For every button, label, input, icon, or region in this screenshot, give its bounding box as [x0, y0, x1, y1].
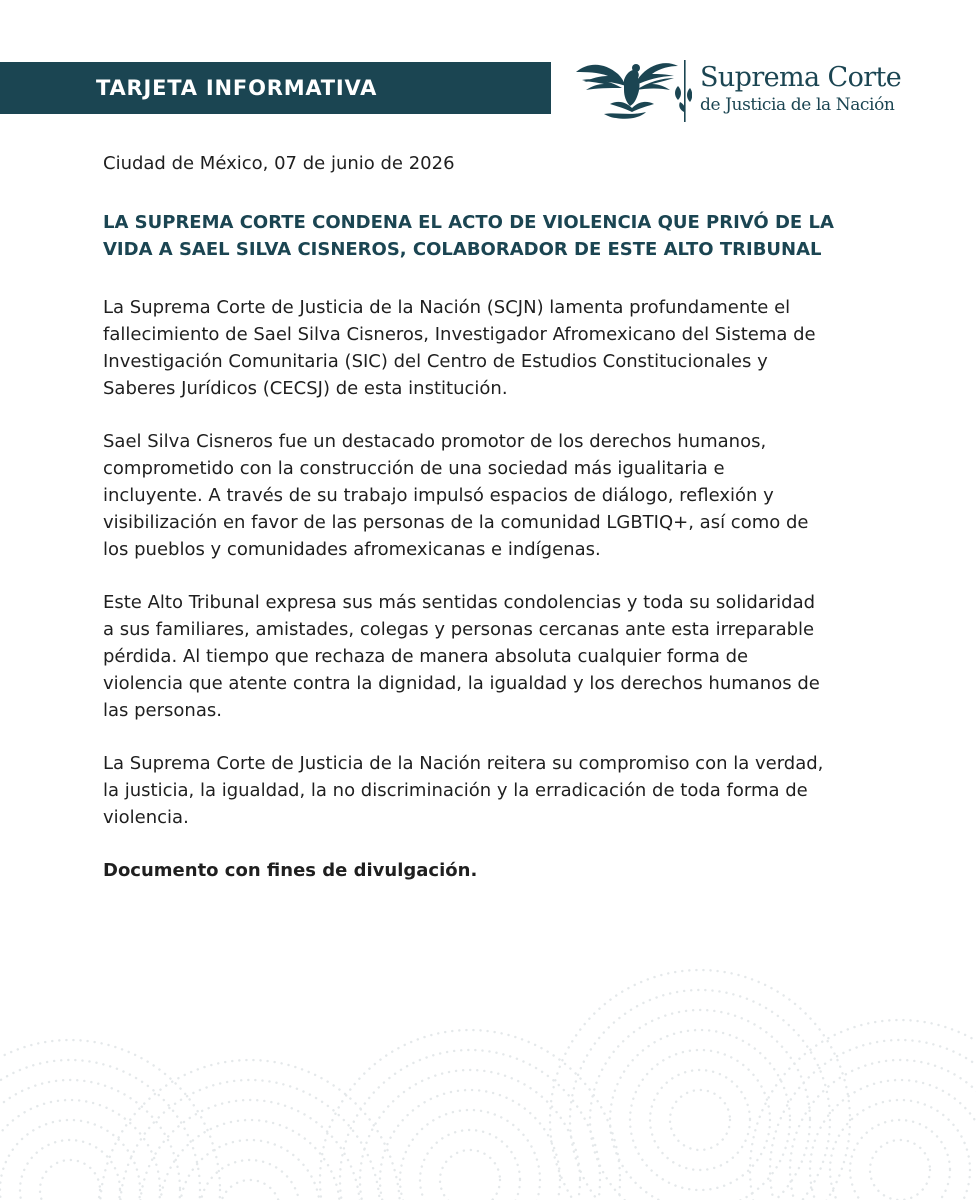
paragraph-line: incluyente. A través de su trabajo impulsó espacios de diálogo, reflexión y: [103, 485, 774, 506]
pattern-ring: [380, 1090, 560, 1200]
paragraph-2: [103, 428, 893, 563]
paragraph-line: Este Alto Tribunal expresa sus más sentidas condolencias y toda su solidaridad: [103, 592, 816, 613]
paragraph-line: violencia que atente contra la dignidad, la igualdad y los derechos humanos de: [103, 673, 820, 694]
pattern-ring: [610, 1030, 790, 1200]
banner-title: TARJETA INFORMATIVA: [96, 76, 378, 100]
pattern-ring: [670, 1090, 730, 1150]
pattern-ring: [0, 1040, 220, 1200]
paragraph-line: Investigación Comunitaria (SIC) del Centro de Estudios Constitucionales y: [103, 351, 768, 372]
headline-line: LA SUPREMA CORTE CONDENA EL ACTO DE VIOLENCIA QUE PRIVÓ DE LA: [103, 212, 834, 233]
paragraph-line: fallecimiento de Sael Silva Cisneros, Investigador Afromexicano del Sistema de: [103, 324, 816, 345]
paragraph-line: Saberes Jurídicos (CECSJ) de esta institución.: [103, 378, 508, 399]
pattern-ring: [0, 1100, 160, 1200]
document-date: Ciudad de México, 07 de junio de 2026: [103, 153, 455, 174]
logo-text: [700, 62, 901, 116]
paragraph-line: La Suprema Corte de Justicia de la Nación (SCJN) lamenta profundamente el: [103, 297, 791, 318]
pattern-ring: [850, 1120, 950, 1200]
document-headline: [103, 209, 893, 263]
paragraph-line: comprometido con la construcción de una sociedad más igualitaria e: [103, 458, 725, 479]
pattern-ring: [570, 990, 830, 1200]
scjn-logo: [574, 58, 904, 128]
pattern-ring: [0, 1060, 200, 1200]
paragraph-line: los pueblos y comunidades afromexicanas e indígenas.: [103, 539, 601, 560]
paragraph-line: a sus familiares, amistades, colegas y personas cercanas ante esta irreparable: [103, 619, 815, 640]
paragraph-1: [103, 294, 893, 402]
paragraph-line: La Suprema Corte de Justicia de la Nación reitera su compromiso con la verdad,: [103, 753, 824, 774]
pattern-ring: [220, 1180, 280, 1200]
eagle-emblem-icon: [574, 58, 692, 124]
pattern-ring: [590, 1010, 810, 1200]
pattern-ring: [420, 1130, 520, 1200]
pattern-ring: [790, 1060, 976, 1200]
pattern-ring: [550, 970, 850, 1200]
paragraph-line: la justicia, la igualdad, la no discriminación y la erradicación de toda forma de: [103, 780, 808, 801]
paragraph-line: visibilización en favor de las personas de la comunidad LGBTIQ+, así como de: [103, 512, 809, 533]
pattern-ring: [870, 1140, 930, 1200]
pattern-ring: [140, 1100, 360, 1200]
paragraph-3: [103, 589, 893, 724]
pattern-ring: [180, 1140, 320, 1200]
paragraph-line: las personas.: [103, 700, 222, 721]
paragraph-line: pérdida. Al tiempo que rechaza de manera absoluta cualquier forma de: [103, 646, 749, 667]
headline-line: VIDA A SAEL SILVA CISNEROS, COLABORADOR DE ESTE ALTO TRIBUNAL: [103, 239, 822, 260]
paragraph-line: Sael Silva Cisneros fue un destacado promotor de los derechos humanos,: [103, 431, 767, 452]
header-banner: [0, 62, 551, 114]
paragraph-line: violencia.: [103, 807, 189, 828]
dotted-circles-pattern-icon: [0, 960, 976, 1200]
logo-title: Suprema Corte: [700, 62, 902, 93]
pattern-ring: [650, 1070, 750, 1170]
pattern-ring: [40, 1160, 100, 1200]
closing-statement: Documento con fines de divulgación.: [103, 860, 478, 881]
pattern-ring: [120, 1080, 380, 1200]
document-body: [103, 150, 893, 884]
paragraph-4: [103, 750, 893, 831]
pattern-ring: [360, 1070, 580, 1200]
pattern-ring: [440, 1150, 500, 1200]
pattern-ring: [0, 1080, 180, 1200]
logo-subtitle: de Justicia de la Nación: [700, 95, 895, 115]
